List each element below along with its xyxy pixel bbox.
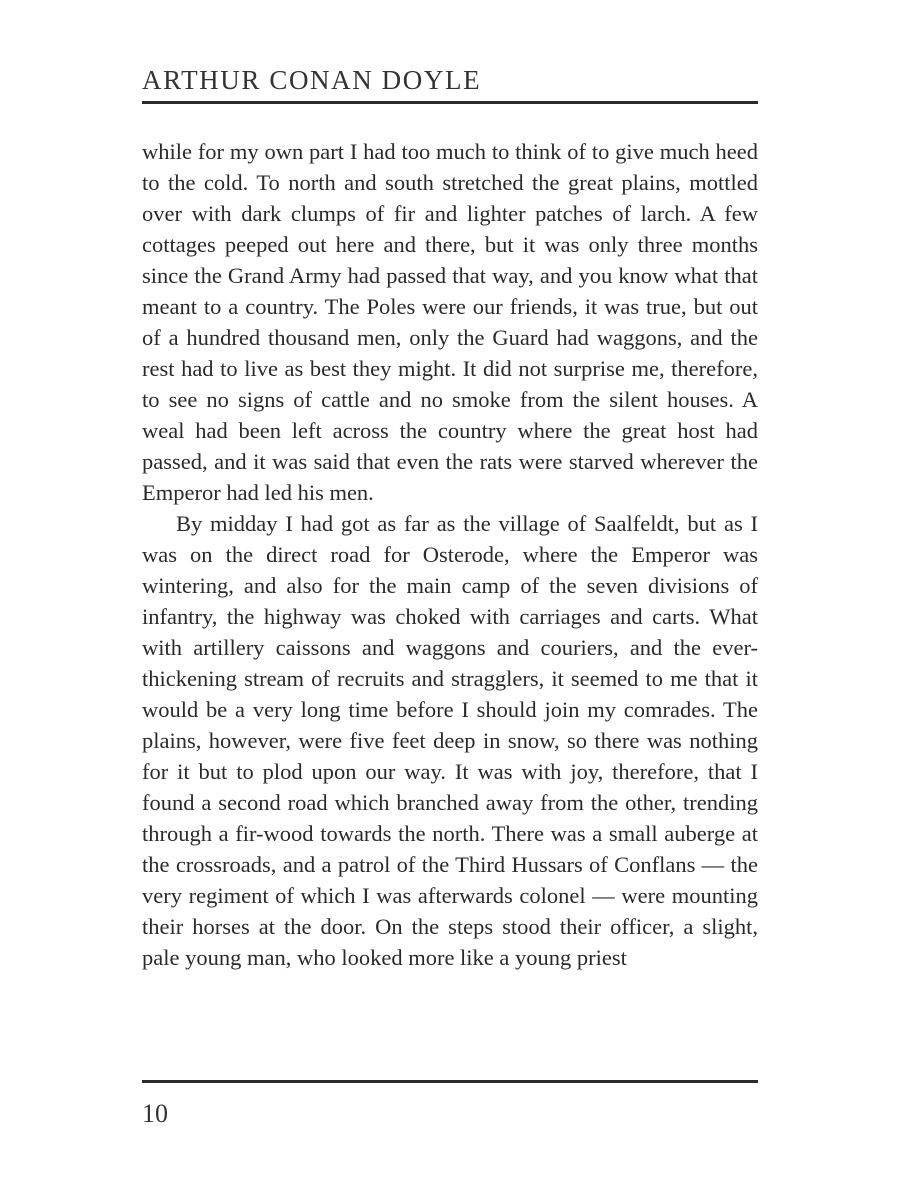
page-number: 10: [142, 1099, 168, 1128]
running-title: ARTHUR CONAN DOYLE: [142, 65, 482, 95]
paragraph-2: By midday I had got as far as the village of Saalfeldt, but as I was on the direct road for Osterode, where the Emperor was wintering, and also for the main camp of the seven divisions of infantry, the highway was choked with carriages and carts. What with artillery caissons and waggons and couriers, and the ever-thickening stream of recruits and stragglers, it seemed to me that it would be a very long time before I should join my comrades. The plains, however, were five feet deep in snow, so there was nothing for it but to plod upon our way. It was with joy, therefore, that I found a second road which branched away from the other, trending through a fir-wood towards the north. There was a small auberge at the crossroads, and a patrol of the Third Hussars of Conflans — the very regiment of which I was afterwards colonel — were mounting their horses at the door. On the steps stood their officer, a slight, pale young man, who looked more like a young priest: [142, 511, 758, 970]
paragraph-1: while for my own part I had too much to think of to give much heed to the cold. To north and south stretched the great plains, mottled over with dark clumps of fir and lighter patches of larch. A few cottages peeped out here and there, but it was only three months since the Grand Army had passed that way, and you know what that meant to a country. The Poles were our friends, it was true, but out of a hundred thousand men, only the Guard had waggons, and the rest had to live as best they might. It did not surprise me, therefore, to see no signs of cattle and no smoke from the silent houses. A weal had been left across the country where the great host had passed, and it was said that even the rats were starved wherever the Emperor had led his men.: [142, 139, 758, 505]
header-rule: [142, 101, 758, 104]
footer-rule: [142, 1080, 758, 1083]
page-header: [142, 62, 758, 104]
page-footer: [142, 1080, 758, 1131]
body-text: [142, 136, 758, 973]
